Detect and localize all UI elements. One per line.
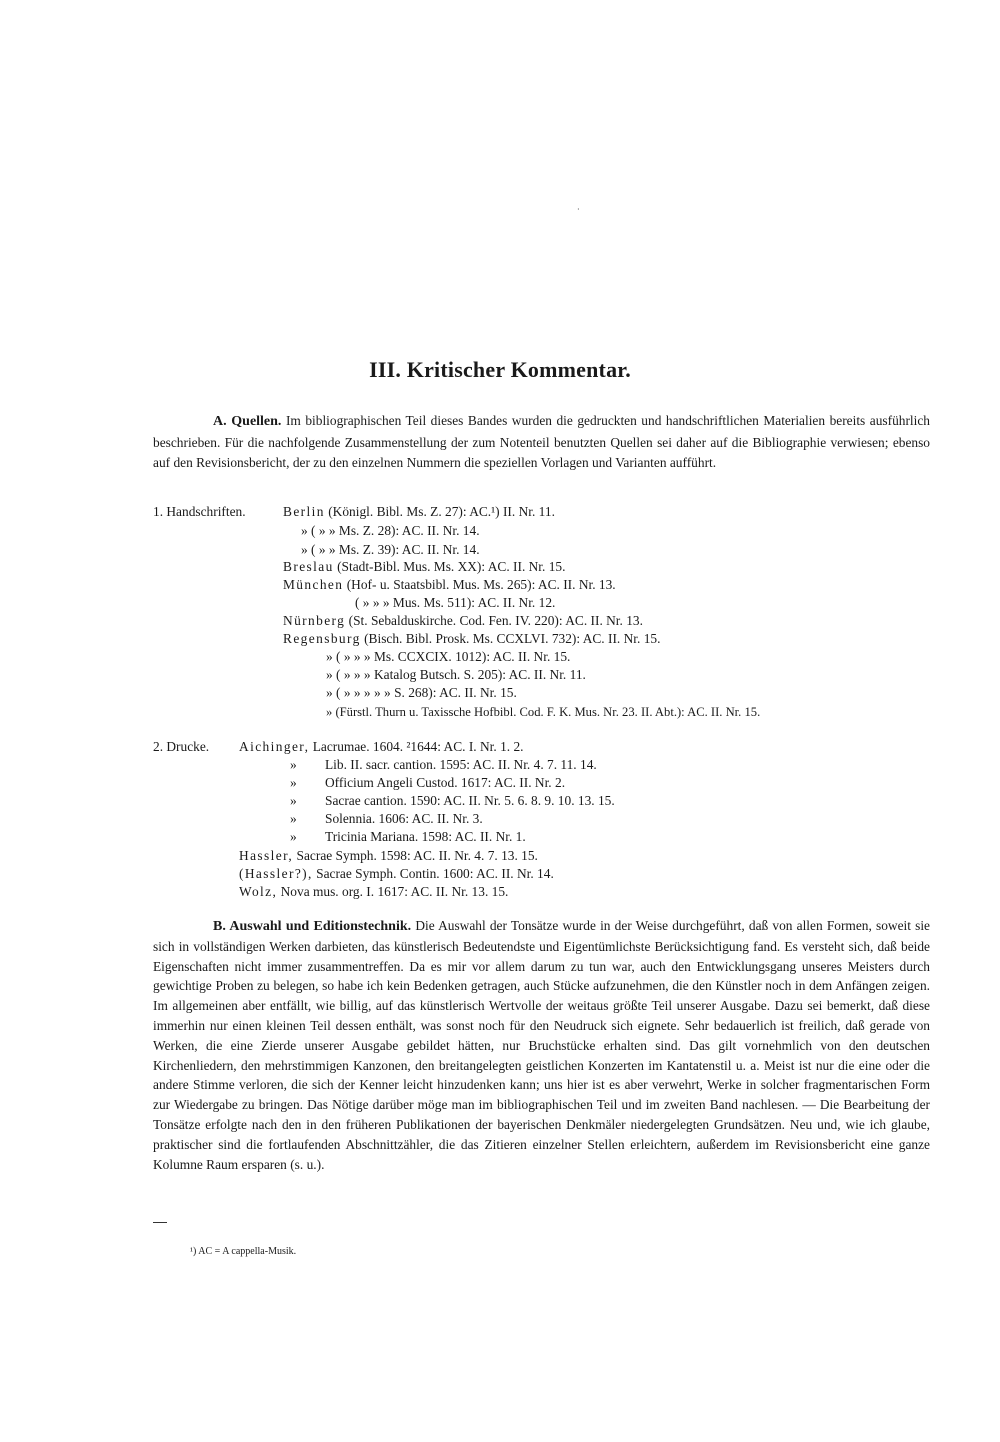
source-line: Nürnberg (St. Sebalduskirche. Cod. Fen. IV. 220): AC. II. Nr. 13. [283,613,643,628]
ditto-mark: » [290,793,297,808]
handschriften-label: 1. Handschriften. [153,504,246,519]
source-line: » ( » » Ms. Z. 39): AC. II. Nr. 14. [301,542,480,557]
print-line: Hassler, Sacrae Symph. 1598: AC. II. Nr. 4. 7. 13. 15. [239,848,538,863]
ditto-mark: » [290,757,297,772]
footnote-rule [153,1222,167,1223]
source-line: » ( » » » » » S. 268): AC. II. Nr. 15. [326,685,517,700]
source-line: München (Hof- u. Staatsbibl. Mus. Ms. 265): AC. II. Nr. 13. [283,577,616,592]
ditto-mark: » [290,775,297,790]
source-line: » ( » » » Katalog Butsch. S. 205): AC. II. Nr. 11. [326,667,586,682]
print-line: (Hassler?), Sacrae Symph. Contin. 1600: AC. II. Nr. 14. [239,866,554,881]
source-line: » (Fürstl. Thurn u. Taxissche Hofbibl. Cod. F. K. Mus. Nr. 23. II. Abt.): AC. II. Nr. 15. [326,705,761,719]
section-b-paragraph [153,916,930,1174]
source-line: Breslau (Stadt-Bibl. Mus. Ms. XX): AC. II. Nr. 15. [283,559,566,574]
section-a-paragraph [153,411,930,474]
print-line: Lib. II. sacr. cantion. 1595: AC. II. Nr. 4. 7. 11. 14. [325,757,597,772]
section-b-heading: B. Auswahl und Editionstechnik. [213,919,412,934]
source-line: Berlin (Königl. Bibl. Ms. Z. 27): AC.¹) II. Nr. 11. [283,504,555,519]
page-title: III. Kritischer Kommentar. [369,357,631,382]
print-line: Aichinger, Lacrumae. 1604. ²1644: AC. I. Nr. 1. 2. [239,739,524,754]
print-line: Sacrae cantion. 1590: AC. II. Nr. 5. 6. 8. 9. 10. 13. 15. [325,793,615,808]
ditto-mark: » [290,811,297,826]
source-line: Regensburg (Bisch. Bibl. Prosk. Ms. CCXLVI. 732): AC. II. Nr. 15. [283,631,661,646]
ditto-mark: » [290,829,297,844]
print-line: Tricinia Mariana. 1598: AC. II. Nr. 1. [325,829,526,844]
print-line: Wolz, Nova mus. org. I. 1617: AC. II. Nr. 13. 15. [239,884,509,899]
print-line: Solennia. 1606: AC. II. Nr. 3. [325,811,483,826]
section-b-text: Die Auswahl der Tonsätze wurde in der Weise durchgeführt, daß von allen Formen, soweit sie sich in vollständigen Werken darbieten, das künstlerisch Bedeutendste und Eigentümlichste Berücksichtigung fand. Es versteht sich, daß beide Eigenschaften nicht immer zusammentreffen. Da es mir vor allem darum zu tun war, auch den Entwicklungsgang unseres Meisters durch gewichtige Proben zu belegen, so habe ich kein Bedenken getragen, auch Stücke aufzunehmen, die den Künstler noch in dem Anfängen zeigen. Im allgemeinen aber entfällt, wie billig, auf das künstlerisch Wertvolle der weitaus größte Teil unserer Ausgabe. Dazu sei bemerkt, daß diese immerhin nur einen kleinen Teil dessen enthält, was sonst noch für den Neudruck sich eignete. Sehr bedauerlich ist freilich, daß gerade von Werken, die eine Zierde unserer Ausgabe gebildet hätten, nur Bruchstücke erhalten sind. Das gilt vornehmlich von den deutschen Kirchenliedern, den mehrstimmigen Kanzonen, den breitangelegten geistlichen Konzerten im Kantatenstil u. a. Meist ist nur die eine oder die andere Stimme verloren, die sich der Kenner leicht hinzudenken kann; uns hier ist es aber verwehrt, Werke in solcher fragmentarischen Form zur Wiedergabe zu bringen. Das Nötige darüber möge man im bibliographischen Teil und im zweiten Band nachlesen. — Die Bearbeitung der Tonsätze erfolgte nach den in den früheren Publikationen der bayerischen Denkmäler niedergelegten Grundsätzen. Neu und, wie ich glaube, praktischer sind die fortlaufenden Abschnittzähler, die das Zitieren einzelner Stellen erleichtern, außerdem im Revisionsbericht eine ganze Kolumne Raum ersparen (s. u.). [153,918,930,1172]
section-a-heading: A. Quellen. [213,414,282,429]
section-a-text: Im bibliographischen Teil dieses Bandes wurden die gedruckten und handschriftlichen Materialien bereits ausführlich beschrieben. Für die nachfolgende Zusammenstellung der zum Notenteil benutzten Quellen sei daher auf die Bibliographie verwiesen; ebenso auf den Revisionsbericht, der zu den einzelnen Nummern die speziellen Vorlagen und Varianten aufführt. [153,413,931,470]
page-mark: · [577,205,580,214]
footnote: ¹) AC = A cappella-Musik. [190,1246,297,1257]
source-line: » ( » » Ms. Z. 28): AC. II. Nr. 14. [301,523,480,538]
source-line: » ( » » » Ms. CCXCIX. 1012): AC. II. Nr. 15. [326,649,571,664]
source-line: ( » » » Mus. Ms. 511): AC. II. Nr. 12. [355,595,556,610]
print-line: Officium Angeli Custod. 1617: AC. II. Nr. 2. [325,775,566,790]
drucke-label: 2. Drucke. [153,739,210,754]
